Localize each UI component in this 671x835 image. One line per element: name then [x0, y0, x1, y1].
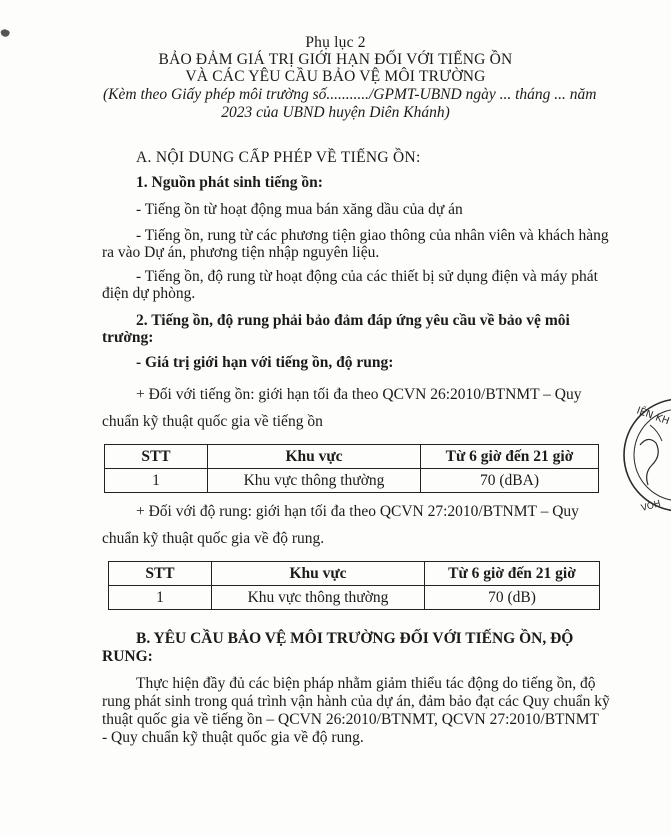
- table-header-row: [109, 562, 600, 586]
- column-header-stt: STT: [109, 562, 212, 586]
- item-1-bullet: - Tiếng ồn từ hoạt động mua bán xăng dầu của dự án: [136, 201, 463, 218]
- limit-values-heading: - Giá trị giới hạn với tiếng ồn, độ rung:: [136, 354, 394, 371]
- section-b-heading-line-1: B. YÊU CẦU BẢO VỆ MÔI TRƯỜNG ĐỐI VỚI TIẾNG ỒN, ĐỘ: [136, 630, 574, 647]
- seal-text-bottom: VOH: [640, 499, 662, 514]
- item-1-bullet-continuation: điện dự phòng.: [102, 285, 196, 302]
- item-2-heading-line-2: trường:: [102, 329, 154, 346]
- item-1-heading: 1. Nguồn phát sinh tiếng ồn:: [136, 174, 323, 191]
- section-b-body-line: thuật quốc gia về tiếng ồn – QCVN 26:2010/BTNMT, QCVN 27:2010/BTNMT: [102, 711, 599, 728]
- column-header-area: Khu vực: [212, 562, 425, 586]
- column-header-time: Từ 6 giờ đến 21 giờ: [425, 562, 600, 586]
- vibration-limit-line-2: chuẩn kỹ thuật quốc gia về độ rung.: [102, 530, 325, 547]
- cell-area: Khu vực thông thường: [212, 586, 425, 610]
- vibration-limit-line-1: + Đối với độ rung: giới hạn tối đa theo QCVN 27:2010/BTNMT – Quy: [136, 503, 579, 520]
- section-b-heading-line-2: RUNG:: [102, 648, 153, 665]
- document-title-line-1: BẢO ĐẢM GIÁ TRỊ GIỚI HẠN ĐỐI VỚI TIẾNG ỒN: [158, 51, 513, 68]
- seal-text-top: IÊN KH: [634, 405, 671, 428]
- noise-limit-line-2: chuẩn kỹ thuật quốc gia về tiếng ồn: [102, 413, 323, 430]
- column-header-stt: STT: [105, 445, 208, 469]
- cell-area: Khu vực thông thường: [208, 469, 421, 493]
- column-header-time: Từ 6 giờ đến 21 giờ: [421, 445, 599, 469]
- table-header-row: [105, 445, 599, 469]
- document-title-line-2: VÀ CÁC YÊU CẦU BẢO VỆ MÔI TRƯỜNG: [185, 68, 486, 85]
- subtitle-line-2: 2023 của UBND huyện Diên Khánh): [221, 104, 450, 121]
- official-seal-stamp: [622, 385, 671, 525]
- item-2-heading-line-1: 2. Tiếng ồn, độ rung phải bảo đảm đáp ứng yêu cầu về bảo vệ môi: [136, 312, 570, 329]
- noise-limit-table: [104, 444, 599, 493]
- column-header-area: Khu vực: [208, 445, 421, 469]
- table-row: [105, 469, 599, 493]
- item-1-bullet: - Tiếng ồn, độ rung từ hoạt động của các thiết bị sử dụng điện và máy phát: [136, 268, 598, 285]
- cell-stt: 1: [105, 469, 208, 493]
- section-b-body-line: - Quy chuẩn kỹ thuật quốc gia về độ rung.: [102, 729, 364, 746]
- cell-stt: 1: [109, 586, 212, 610]
- item-1-bullet: - Tiếng ồn, rung từ các phương tiện giao thông của nhân viên và khách hàng: [136, 227, 609, 244]
- section-a-heading: A. NỘI DUNG CẤP PHÉP VỀ TIẾNG ỒN:: [136, 149, 421, 166]
- cell-limit: 70 (dBA): [421, 469, 599, 493]
- cell-limit: 70 (dB): [425, 586, 600, 610]
- vibration-limit-table: [108, 561, 600, 610]
- section-b-body-line: rung phát sinh trong quá trình vận hành của dự án, đảm bảo đạt các Quy chuẩn kỹ: [102, 693, 610, 710]
- section-b-body-line: Thực hiện đầy đủ các biện pháp nhằm giảm thiểu tác động do tiếng ồn, độ: [136, 675, 596, 692]
- subtitle-line-1: (Kèm theo Giấy phép môi trường số.........../GPMT-UBND ngày ... tháng ... năm: [103, 86, 597, 103]
- item-1-bullet-continuation: ra vào Dự án, phương tiện nhập nguyên liệu.: [102, 244, 380, 261]
- table-row: [109, 586, 600, 610]
- noise-limit-line-1: + Đối với tiếng ồn: giới hạn tối đa theo QCVN 26:2010/BTNMT – Quy: [136, 386, 582, 403]
- appendix-label: Phụ lục 2: [305, 34, 366, 51]
